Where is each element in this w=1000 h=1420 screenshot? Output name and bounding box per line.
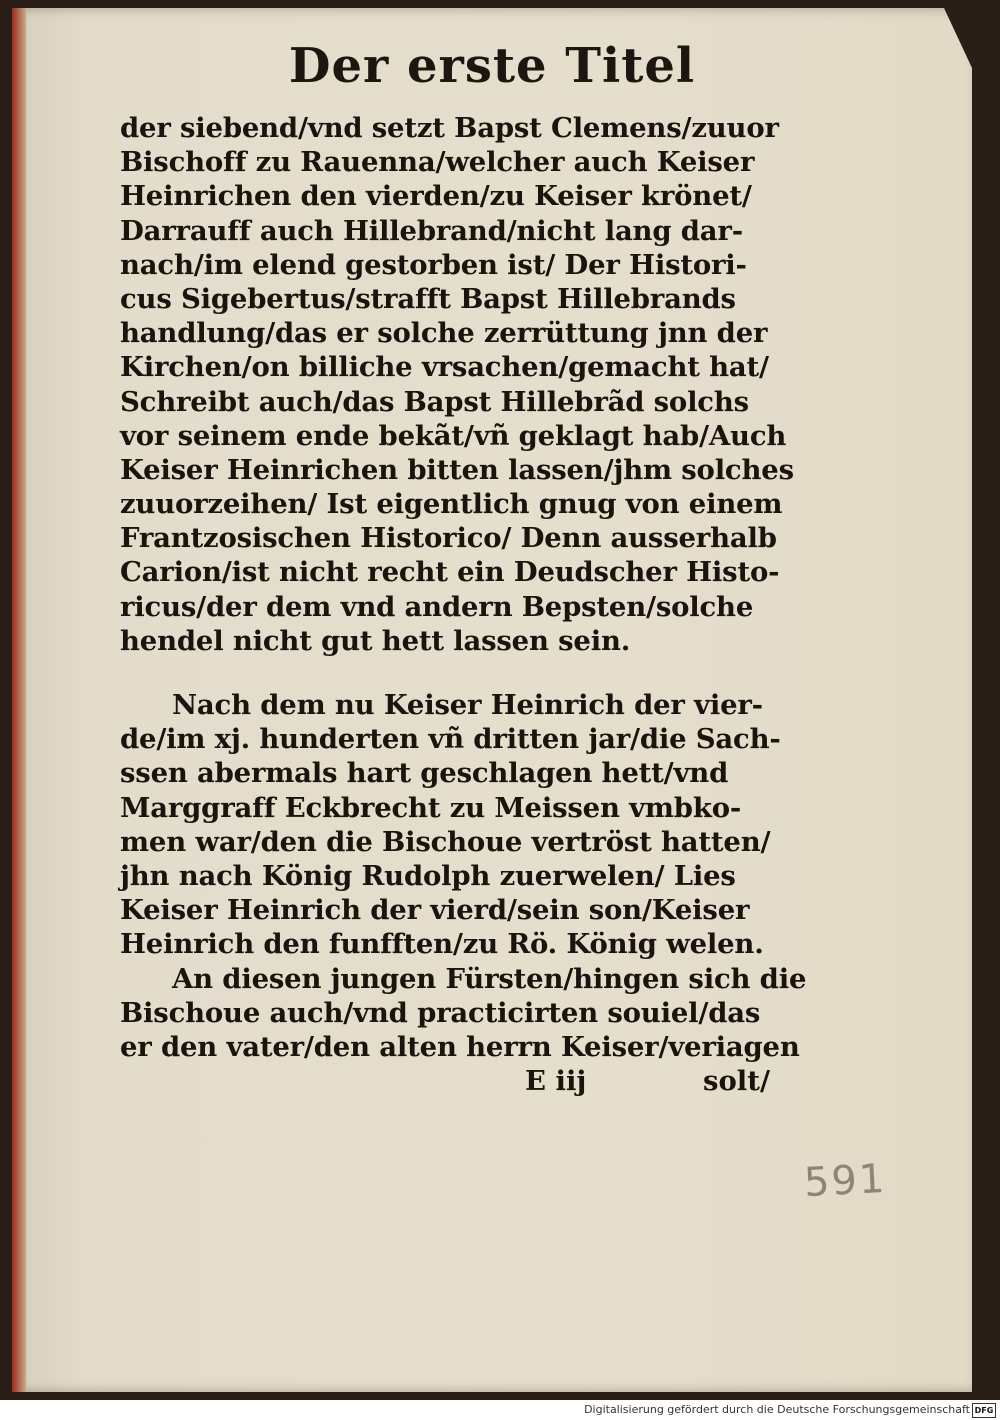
paragraph-1 xyxy=(120,111,794,658)
text-line: Carion/ist nicht recht ein Deudscher Histo- xyxy=(120,556,780,589)
text-line: de/im xj. hunderten vñ dritten jar/die Sach- xyxy=(120,723,781,756)
text-line: ricus/der dem vnd andern Bepsten/solche xyxy=(120,590,754,623)
text-line: Darrauff auch Hillebrand/nicht lang dar- xyxy=(120,214,743,247)
text-line: der siebend/vnd setzt Bapst Clemens/zuuor xyxy=(120,112,779,144)
footer-credit: Digitalisierung gefördert durch die Deutsche Forschungsgemeinschaft xyxy=(584,1403,970,1416)
paragraph-3 xyxy=(120,962,807,1065)
text-line: nach/im elend gestorben ist/ Der Histori- xyxy=(120,248,747,281)
book-page xyxy=(12,8,972,1392)
digitization-footer xyxy=(0,1400,1000,1420)
main-text xyxy=(120,111,807,1098)
text-line: zuuorzeihen/ Ist eigentlich gnug von einem xyxy=(120,488,783,521)
text-line: An diesen jungen Fürsten/hingen sich die xyxy=(172,962,807,995)
running-head: Der erste Titel xyxy=(288,38,696,94)
text-line: Keiser Heinrich der vierd/sein son/Keiser xyxy=(120,894,750,927)
text-line: Marggraff Eckbrecht zu Meissen vmbko- xyxy=(120,791,742,824)
text-line: Keiser Heinrichen bitten lassen/jhm solches xyxy=(120,453,794,486)
signature-line xyxy=(120,1064,770,1098)
text-line: Nach dem nu Keiser Heinrich der vier- xyxy=(172,689,763,721)
text-line: men war/den die Bischoue vertröst hatten/ xyxy=(120,825,771,858)
paragraph-gap xyxy=(120,658,770,688)
text-line: jhn nach König Rudolph zuerwelen/ Lies xyxy=(120,859,736,892)
paragraph-2 xyxy=(120,688,781,962)
text-line: hendel nicht gut hett lassen sein. xyxy=(120,624,631,657)
text-line: Heinrichen den vierden/zu Keiser krönet/ xyxy=(120,180,752,213)
signature-mark: E iij xyxy=(525,1065,587,1098)
catchword: solt/ xyxy=(702,1065,770,1098)
text-line: ssen abermals hart geschlagen hett/vnd xyxy=(120,757,729,790)
page-binding-edge xyxy=(12,8,26,1392)
text-line: Bischoff zu Rauenna/welcher auch Keiser xyxy=(120,146,755,179)
text-line: er den vater/den alten herrn Keiser/veriagen xyxy=(120,1030,800,1063)
text-line: Frantzosischen Historico/ Denn ausserhalb xyxy=(120,522,777,555)
text-line: Bischoue auch/vnd practicirten souiel/das xyxy=(120,996,761,1029)
text-line: Schreibt auch/das Bapst Hillebrãd solchs xyxy=(120,385,749,418)
text-line: Kirchen/on billiche vrsachen/gemacht hat/ xyxy=(120,351,769,384)
text-line: vor seinem ende bekãt/vñ geklagt hab/Auch xyxy=(120,419,787,452)
text-line: handlung/das er solche zerrüttung jnn der xyxy=(120,317,768,350)
folio-number: 591 xyxy=(802,1155,888,1207)
text-line: Heinrich den funfften/zu Rö. König welen. xyxy=(120,928,764,961)
dfg-logo: DFG xyxy=(972,1403,996,1418)
text-line: cus Sigebertus/strafft Bapst Hillebrands xyxy=(120,282,736,315)
